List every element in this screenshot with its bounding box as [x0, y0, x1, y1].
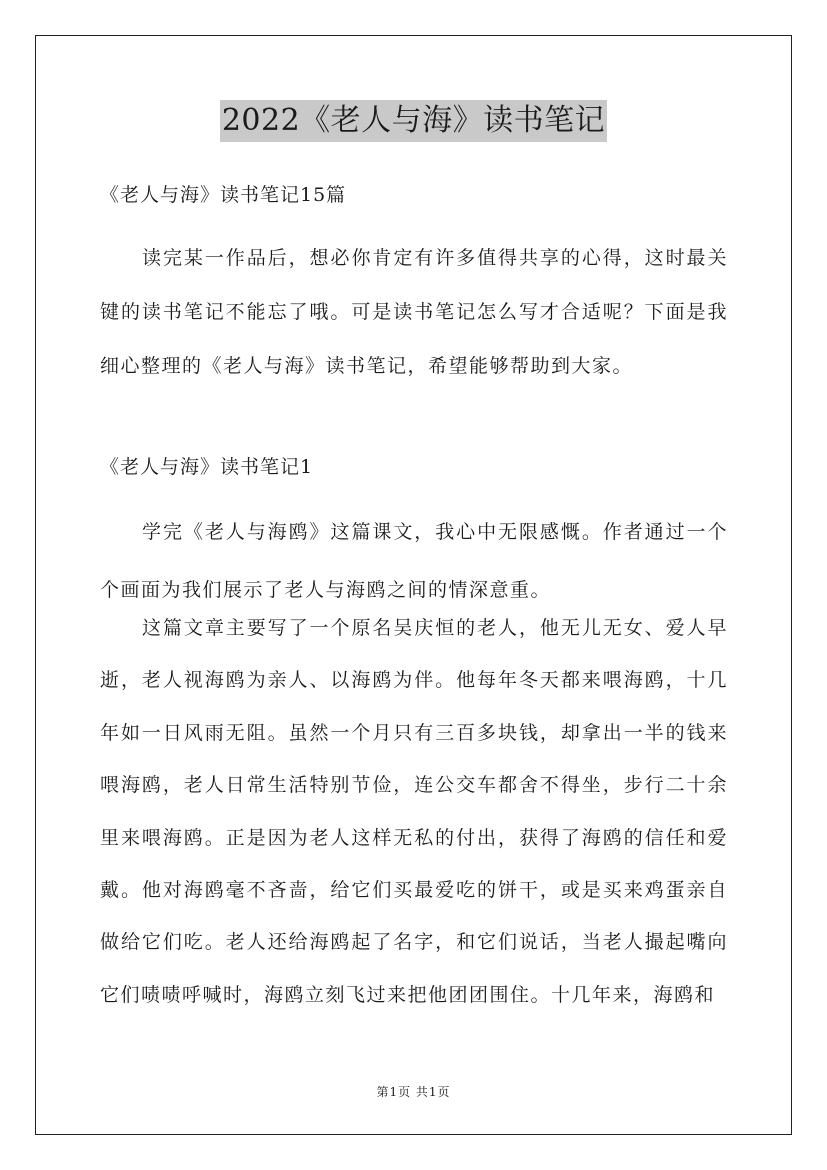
intro-paragraph: 读完某一作品后，想必你肯定有许多值得共享的心得，这时最关键的读书笔记不能忘了哦。可是读书笔记怎么写才合适呢？下面是我细心整理的《老人与海》读书笔记，希望能够帮助到大家。 [100, 247, 728, 377]
body-paragraph-1: 学完《老人与海鸥》这篇课文，我心中无限感慨。作者通过一个个画面为我们展示了老人与海鸥之间的情深意重。 [100, 521, 728, 601]
document-title: 2022《老人与海》读书笔记 [220, 100, 607, 142]
body-paragraph-2: 这篇文章主要写了一个原名吴庆恒的老人，他无儿无女、爱人早逝，老人视海鸥为亲人、以海鸥为伴。他每年冬天都来喂海鸥，十几年如一日风雨无阻。虽然一个月只有三百多块钱，却拿出一半的钱来喂海鸥，老人日常生活特别节俭，连公交车都舍不得坐，步行二十余里来喂海鸥。正是因为老人这样无私的付出，获得了海鸥的信任和爱戴。他对海鸥毫不吝啬，给它们买最爱吃的饼干，或是买来鸡蛋亲自做给它们吃。老人还给海鸥起了名字，和它们说话，当老人撮起嘴向它们啧啧呼喊时，海鸥立刻飞过来把他团团围住。十几年来，海鸥和 [100, 617, 728, 1006]
document-subtitle: 《老人与海》读书笔记15篇 [100, 184, 347, 206]
document-title-wrap [0, 100, 827, 142]
page-footer: 第1页 共1页 [376, 1085, 451, 1099]
section-heading: 《老人与海》读书笔记1 [100, 456, 314, 478]
